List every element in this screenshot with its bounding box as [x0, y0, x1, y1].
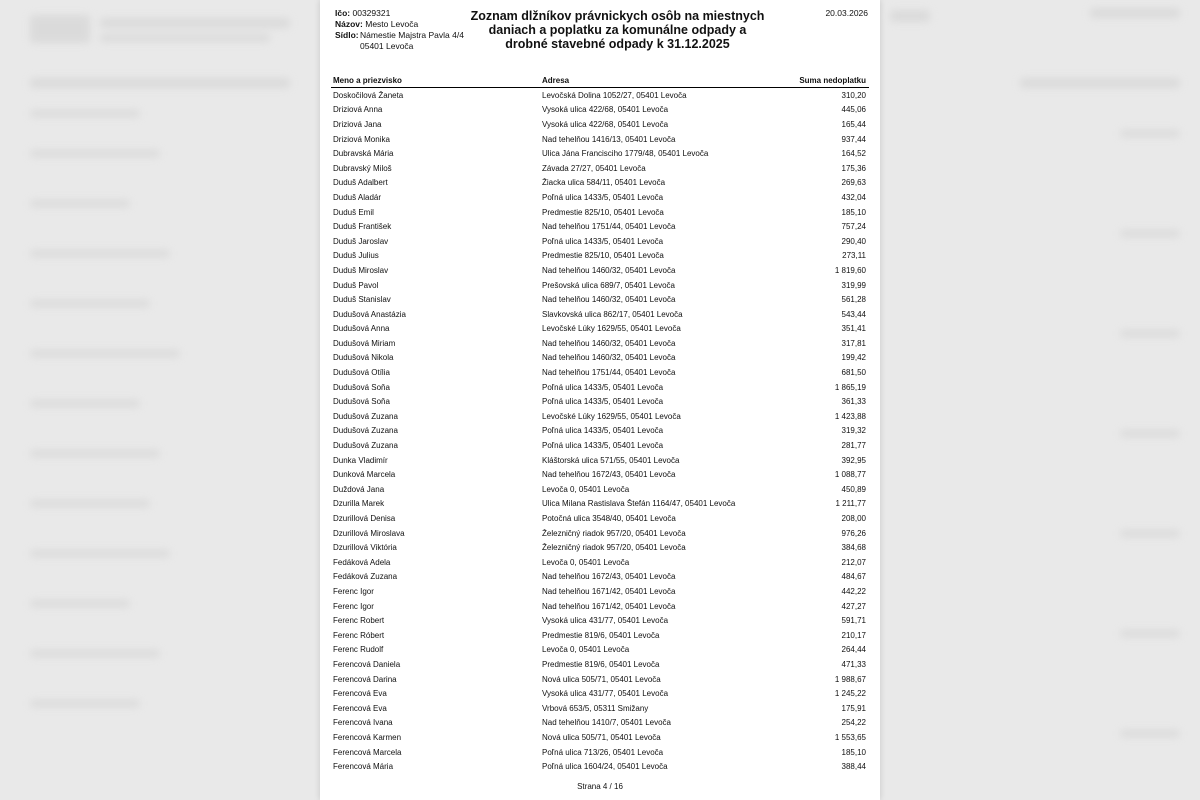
debtor-address: Poľná ulica 1433/5, 05401 Levoča: [542, 441, 664, 451]
table-row: [331, 117, 869, 132]
debtor-name: Driziová Monika: [333, 134, 390, 144]
table-row: [331, 438, 869, 453]
debtor-address: Nad tehelňou 1672/43, 05401 Levoča: [542, 470, 676, 480]
document-date: 20.03.2026: [825, 8, 868, 18]
debtor-amount: 392,95: [841, 455, 866, 465]
debtor-amount: 450,89: [841, 484, 866, 494]
table-body: [331, 88, 869, 774]
debtor-name: Ferenc Igor: [333, 601, 374, 611]
debtor-address: Predmestie 819/6, 05401 Levoča: [542, 630, 660, 640]
debtor-name: Dudušová Anna: [333, 324, 390, 334]
debtor-address: Kláštorská ulica 571/55, 05401 Levoča: [542, 455, 680, 465]
debtor-amount: 442,22: [841, 586, 866, 596]
debtor-address: Nad tehelňou 1751/44, 05401 Levoča: [542, 222, 676, 232]
debtor-address: Poľná ulica 713/26, 05401 Levoča: [542, 747, 664, 757]
debtor-address: Poľná ulica 1433/5, 05401 Levoča: [542, 236, 664, 246]
debtor-amount: 361,33: [841, 397, 866, 407]
debtor-amount: 1 865,19: [834, 382, 866, 392]
debtor-address: Nad tehelňou 1671/42, 05401 Levoča: [542, 586, 676, 596]
debtor-name: Dubravská Mária: [333, 149, 394, 159]
table-row: [331, 745, 869, 760]
debtor-amount: 1 553,65: [834, 732, 866, 742]
debtor-address: Vysoká ulica 422/68, 05401 Levoča: [542, 119, 669, 129]
table-row: [331, 205, 869, 220]
debtor-amount: 317,81: [841, 338, 866, 348]
debtor-amount: 1 088,77: [834, 470, 866, 480]
ico-value: 00329321: [352, 8, 391, 18]
debtor-amount: 175,36: [841, 163, 866, 173]
debtor-amount: 1 988,67: [834, 674, 866, 684]
debtor-address: Ulica Milana Rastislava Štefán 1164/47, 05401 Levoča: [542, 499, 736, 509]
debtor-address: Nad tehelňou 1460/32, 05401 Levoča: [542, 265, 676, 275]
debtor-address: Vysoká ulica 422/68, 05401 Levoča: [542, 105, 669, 115]
debtor-name: Dudušová Zuzana: [333, 426, 398, 436]
page-number: Strana 4 / 16: [577, 782, 623, 791]
table-row: [331, 409, 869, 424]
debtor-amount: 212,07: [841, 557, 866, 567]
debtor-address: Poľná ulica 1604/24, 05401 Levoča: [542, 762, 668, 772]
debtor-name: Dzurillová Denisa: [333, 514, 396, 524]
table-row: [331, 380, 869, 395]
table-row: [331, 249, 869, 264]
debtor-address: Levočská Dolina 1052/27, 05401 Levoča: [542, 90, 687, 100]
table-row: [331, 176, 869, 191]
table-row: [331, 730, 869, 745]
debtor-amount: 427,27: [841, 601, 866, 611]
debtor-amount: 591,71: [841, 616, 866, 626]
debtor-address: Žiacka ulica 584/11, 05401 Levoča: [542, 178, 666, 188]
table-row: [331, 365, 869, 380]
ico-row: [335, 8, 464, 19]
debtor-address: Nad tehelňou 1416/13, 05401 Levoča: [542, 134, 676, 144]
table-row: [331, 394, 869, 409]
debtor-amount: 976,26: [841, 528, 866, 538]
debtor-name: Dudušová Soňa: [333, 397, 390, 407]
seat-row: [335, 30, 464, 52]
table-row: [331, 599, 869, 614]
table-row: [331, 278, 869, 293]
debtor-name: Dzurilla Marek: [333, 499, 385, 509]
debtor-name: Driziová Jana: [333, 119, 382, 129]
debtor-address: Vysoká ulica 431/77, 05401 Levoča: [542, 616, 669, 626]
debtor-name: Dzurillová Viktória: [333, 543, 397, 553]
debtor-name: Dudušová Zuzana: [333, 411, 398, 421]
document-page: [320, 0, 880, 800]
debtor-address: Levoča 0, 05401 Levoča: [542, 557, 630, 567]
debtor-name: Dudušová Zuzana: [333, 441, 398, 451]
table-row: [331, 307, 869, 322]
debtor-amount: 937,44: [841, 134, 866, 144]
debtor-address: Slavkovská ulica 862/17, 05401 Levoča: [542, 309, 683, 319]
table-row: [331, 540, 869, 555]
table-row: [331, 219, 869, 234]
table-row: [331, 103, 869, 118]
debtor-name: Ferencová Daniela: [333, 659, 401, 669]
debtor-amount: 164,52: [841, 149, 866, 159]
table-row: [331, 584, 869, 599]
table-row: [331, 467, 869, 482]
table-row: [331, 234, 869, 249]
debtor-address: Nad tehelňou 1460/32, 05401 Levoča: [542, 338, 676, 348]
table-row: [331, 701, 869, 716]
debtor-amount: 269,63: [841, 178, 866, 188]
table-row: [331, 292, 869, 307]
table-row: [331, 482, 869, 497]
debtor-amount: 757,24: [841, 222, 866, 232]
debtor-name: Ferenc Róbert: [333, 630, 385, 640]
debtor-address: Vysoká ulica 431/77, 05401 Levoča: [542, 689, 669, 699]
table-row: [331, 759, 869, 774]
debtor-name: Duduš Jaroslav: [333, 236, 389, 246]
table-row: [331, 613, 869, 628]
debtor-amount: 199,42: [841, 353, 866, 363]
debtor-name: Ferenc Igor: [333, 586, 374, 596]
debtor-amount: 351,41: [841, 324, 866, 334]
debtor-amount: 185,10: [841, 207, 866, 217]
debtor-name: Dudušová Soňa: [333, 382, 390, 392]
column-header-name: Meno a priezvisko: [333, 75, 402, 85]
table-row: [331, 686, 869, 701]
name-label: Názov:: [335, 19, 363, 29]
debtor-amount: 561,28: [841, 295, 866, 305]
table-row: [331, 146, 869, 161]
debtor-amount: 384,68: [841, 543, 866, 553]
debtor-name: Ferenc Rudolf: [333, 645, 384, 655]
debtor-name: Ferencová Darina: [333, 674, 397, 684]
debtor-amount: 432,04: [841, 192, 866, 202]
debtor-address: Predmestie 825/10, 05401 Levoča: [542, 207, 664, 217]
debtor-name: Duduš Miroslav: [333, 265, 389, 275]
debtor-name: Duduš Julius: [333, 251, 379, 261]
debtor-amount: 445,06: [841, 105, 866, 115]
debtor-name: Duduš František: [333, 222, 392, 232]
debtor-address: Ulica Jána Francisciho 1779/48, 05401 Levoča: [542, 149, 709, 159]
debtor-address: Nad tehelňou 1460/32, 05401 Levoča: [542, 295, 676, 305]
debtor-address: Potočná ulica 3548/40, 05401 Levoča: [542, 514, 676, 524]
debtor-name: Dubravský Miloš: [333, 163, 392, 173]
debtor-name: Dudušová Otília: [333, 368, 390, 378]
debtor-address: Poľná ulica 1433/5, 05401 Levoča: [542, 426, 664, 436]
debtor-name: Dudušová Nikola: [333, 353, 394, 363]
debtor-name: Fedáková Zuzana: [333, 572, 398, 582]
debtor-amount: 1 819,60: [834, 265, 866, 275]
debtor-name: Dunka Vladimír: [333, 455, 388, 465]
ico-label: Ičo:: [335, 8, 351, 18]
debtor-address: Závada 27/27, 05401 Levoča: [542, 163, 646, 173]
seat-label: Sídlo:: [335, 30, 359, 40]
debtor-amount: 1 423,88: [834, 411, 866, 421]
debtor-amount: 310,20: [841, 90, 866, 100]
table-row: [331, 526, 869, 541]
table-row: [331, 88, 869, 103]
debtor-address: Poľná ulica 1433/5, 05401 Levoča: [542, 192, 664, 202]
debtor-address: Nad tehelňou 1672/43, 05401 Levoča: [542, 572, 676, 582]
debtor-amount: 290,40: [841, 236, 866, 246]
column-header-address: Adresa: [542, 75, 570, 85]
debtor-name: Ferencová Marcela: [333, 747, 402, 757]
debtor-address: Predmestie 819/6, 05401 Levoča: [542, 659, 660, 669]
debtor-amount: 210,17: [841, 630, 866, 640]
table-row: [331, 351, 869, 366]
debtor-address: Prešovská ulica 689/7, 05401 Levoča: [542, 280, 675, 290]
table-row: [331, 672, 869, 687]
debtor-name: Dudušová Miriam: [333, 338, 396, 348]
debtor-name: Duduš Adalbert: [333, 178, 388, 188]
debtor-amount: 264,44: [841, 645, 866, 655]
debtor-amount: 319,99: [841, 280, 866, 290]
debtor-name: Ferencová Mária: [333, 762, 394, 772]
debtor-address: Nad tehelňou 1751/44, 05401 Levoča: [542, 368, 676, 378]
debtor-amount: 681,50: [841, 368, 866, 378]
table-row: [331, 263, 869, 278]
debtor-name: Dudušová Anastázia: [333, 309, 406, 319]
debtor-amount: 543,44: [841, 309, 866, 319]
debtor-address: Poľná ulica 1433/5, 05401 Levoča: [542, 382, 664, 392]
debtor-amount: 471,33: [841, 659, 866, 669]
table-row: [331, 190, 869, 205]
debtor-name: Dunková Marcela: [333, 470, 396, 480]
debtor-name: Dzurillová Miroslava: [333, 528, 405, 538]
debtor-name: Duždová Jana: [333, 484, 385, 494]
table-row: [331, 555, 869, 570]
seat-line2: 05401 Levoča: [360, 41, 414, 51]
organization-info: [335, 8, 464, 52]
seat-line1: Námestie Majstra Pavla 4/4: [360, 30, 464, 40]
table-row: [331, 336, 869, 351]
debtor-amount: 185,10: [841, 747, 866, 757]
debtor-address: Nová ulica 505/71, 05401 Levoča: [542, 732, 661, 742]
name-row: [335, 19, 464, 30]
debtor-name: Ferencová Eva: [333, 703, 387, 713]
table-row: [331, 424, 869, 439]
debtor-amount: 254,22: [841, 718, 866, 728]
debtor-amount: 165,44: [841, 119, 866, 129]
table-header: [331, 73, 869, 88]
column-header-amount: Suma nedoplatku: [799, 75, 866, 85]
debtor-amount: 484,67: [841, 572, 866, 582]
debtor-address: Levočské Lúky 1629/55, 05401 Levoča: [542, 411, 681, 421]
debtor-name: Ferencová Eva: [333, 689, 387, 699]
debtor-amount: 175,91: [841, 703, 866, 713]
debtor-address: Železničný riadok 957/20, 05401 Levoča: [542, 543, 686, 553]
table-row: [331, 628, 869, 643]
debtor-name: Ferencová Karmen: [333, 732, 402, 742]
debtor-amount: 388,44: [841, 762, 866, 772]
debtor-address: Nová ulica 505/71, 05401 Levoča: [542, 674, 661, 684]
table-row: [331, 497, 869, 512]
debtor-address: Predmestie 825/10, 05401 Levoča: [542, 251, 664, 261]
debtor-name: Duduš Pavol: [333, 280, 379, 290]
debtor-name: Fedáková Adela: [333, 557, 391, 567]
table-row: [331, 132, 869, 147]
table-row: [331, 657, 869, 672]
debtor-address: Nad tehelňou 1460/32, 05401 Levoča: [542, 353, 676, 363]
debtor-address: Železničný riadok 957/20, 05401 Levoča: [542, 528, 686, 538]
table-row: [331, 643, 869, 658]
table-row: [331, 570, 869, 585]
debtors-table: [331, 73, 869, 774]
name-value: Mesto Levoča: [365, 19, 419, 29]
debtor-name: Ferenc Robert: [333, 616, 385, 626]
table-row: [331, 322, 869, 337]
debtor-amount: 319,32: [841, 426, 866, 436]
debtor-address: Poľná ulica 1433/5, 05401 Levoča: [542, 397, 664, 407]
debtor-address: Nad tehelňou 1410/7, 05401 Levoča: [542, 718, 671, 728]
table-row: [331, 453, 869, 468]
debtor-name: Ferencová Ivana: [333, 718, 393, 728]
table-row: [331, 511, 869, 526]
document-title: Zoznam dlžníkov právnickych osôb na miestnych daniach a poplatku za komunálne odpady a drobné stavebné odpady k 31.12.2025: [470, 9, 765, 51]
debtor-address: Levoča 0, 05401 Levoča: [542, 484, 630, 494]
debtor-name: Driziová Anna: [333, 105, 383, 115]
debtor-name: Duduš Emil: [333, 207, 374, 217]
debtor-amount: 273,11: [842, 251, 866, 261]
debtor-address: Levoča 0, 05401 Levoča: [542, 645, 630, 655]
debtor-name: Duduš Aladár: [333, 192, 382, 202]
debtor-address: Levočské Lúky 1629/55, 05401 Levoča: [542, 324, 681, 334]
debtor-address: Nad tehelňou 1671/42, 05401 Levoča: [542, 601, 676, 611]
debtor-amount: 281,77: [841, 441, 866, 451]
debtor-amount: 208,00: [841, 514, 866, 524]
debtor-address: Vrbová 653/5, 05311 Smižany: [542, 703, 649, 713]
debtor-amount: 1 245,22: [834, 689, 866, 699]
debtor-name: Doskočilová Žaneta: [333, 90, 404, 100]
debtor-name: Duduš Stanislav: [333, 295, 391, 305]
table-row: [331, 716, 869, 731]
table-row: [331, 161, 869, 176]
debtor-amount: 1 211,77: [835, 499, 866, 509]
